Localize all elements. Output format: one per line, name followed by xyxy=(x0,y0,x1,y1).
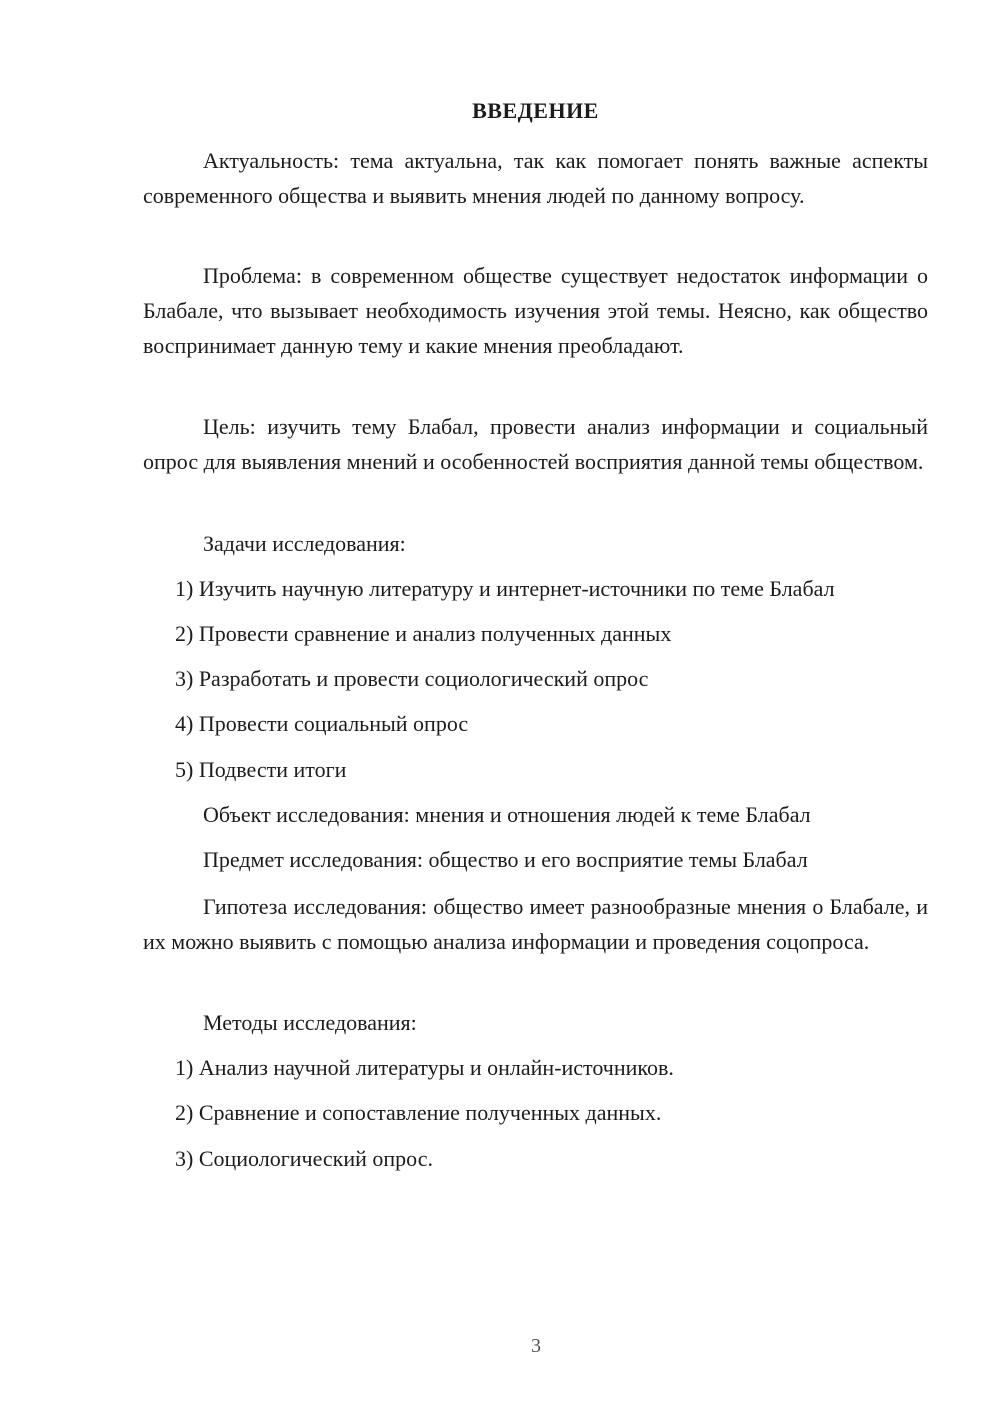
page-title: ВВЕДЕНИЕ xyxy=(472,98,599,123)
list-item: 1) Изучить научную литературу и интернет-источники по теме Блабал xyxy=(175,576,835,601)
subject-line: Предмет исследования: общество и его восприятие темы Блабал xyxy=(203,847,808,872)
list-item: 3) Разработать и провести социологический опрос xyxy=(175,666,649,691)
list-item: 4) Провести социальный опрос xyxy=(175,711,469,736)
goal-paragraph: Цель: изучить тему Блабал, провести анализ информации и социальный опрос для выявления мнений и особенностей восприятия данной темы обществом. xyxy=(143,414,928,474)
methods-title: Методы исследования: xyxy=(203,1010,417,1035)
list-item: 5) Подвести итоги xyxy=(175,757,347,782)
page-number: 3 xyxy=(531,1335,541,1357)
hypothesis-paragraph: Гипотеза исследования: общество имеет разнообразные мнения о Блабале, и их можно выявить с помощью анализа информации и проведения соцопроса. xyxy=(143,894,928,954)
object-line: Объект исследования: мнения и отношения людей к теме Блабал xyxy=(203,802,811,827)
tasks-title: Задачи исследования: xyxy=(203,531,406,556)
problem-paragraph: Проблема: в современном обществе существует недостаток информации о Блабале, что вызывает необходимость изучения этой темы. Неясно, как общество воспринимает данную тему и какие мнения преобладают. xyxy=(143,263,928,358)
list-item: 1) Анализ научной литературы и онлайн-источников. xyxy=(175,1055,674,1080)
list-item: 2) Сравнение и сопоставление полученных данных. xyxy=(175,1100,662,1125)
list-item: 2) Провести сравнение и анализ полученных данных xyxy=(175,621,672,646)
relevance-paragraph: Актуальность: тема актуальна, так как помогает понять важные аспекты современного общества и выявить мнения людей по данному вопросу. xyxy=(143,148,928,208)
list-item: 3) Социологический опрос. xyxy=(175,1146,433,1171)
